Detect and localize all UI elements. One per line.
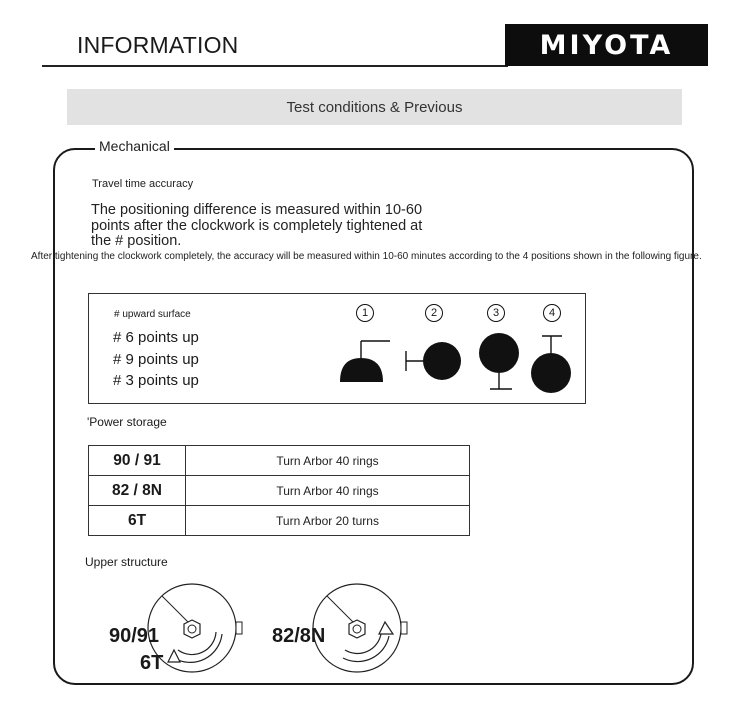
frame-label: Mechanical [95, 138, 174, 154]
position-number: 1 [354, 303, 376, 325]
model-cell: 82 / 8N [89, 476, 186, 506]
position-number: 4 [541, 303, 563, 325]
table-row [89, 476, 470, 506]
desc-cell: Turn Arbor 20 turns [186, 506, 470, 536]
position-4-icon [531, 336, 571, 393]
power-title: 'Power storage [87, 415, 167, 429]
miyota-logo: MIYOTA [505, 24, 708, 66]
model-label-90-91: 90/91 [109, 625, 160, 647]
watch-positions-diagram [330, 325, 580, 400]
model-label-6t: 6T [140, 652, 164, 674]
travel-title: Travel time accuracy [92, 178, 194, 190]
desc-cell: Turn Arbor 40 rings [186, 446, 470, 476]
power-table [88, 445, 470, 536]
upper-title: Upper structure [85, 555, 168, 569]
desc-cell: Turn Arbor 40 rings [186, 476, 470, 506]
table-row [89, 506, 470, 536]
header-rule [42, 65, 508, 67]
model-label-82-8n: 82/8N [272, 625, 326, 647]
table-row [89, 446, 470, 476]
section-banner: Test conditions & Previous [67, 89, 682, 125]
position-line: # 9 points up [113, 351, 199, 368]
position-line: # 6 points up [113, 329, 199, 346]
position-number: 3 [485, 303, 507, 325]
travel-body: The positioning difference is measured within 10-60 points after the clockwork is completely tightened at the # position. [91, 202, 423, 249]
position-line: # 3 points up [113, 372, 199, 389]
model-cell: 90 / 91 [89, 446, 186, 476]
position-2-icon [406, 342, 461, 380]
surface-label: # upward surface [114, 309, 191, 320]
position-3-icon [479, 333, 519, 389]
page-title: INFORMATION [77, 32, 239, 58]
position-number: 2 [423, 303, 445, 325]
position-1-icon [340, 341, 390, 382]
model-cell: 6T [89, 506, 186, 536]
travel-note: After tightening the clockwork completely, the accuracy will be measured within 10-60 minutes according to the 4 positions shown in the following figure. [31, 251, 702, 262]
